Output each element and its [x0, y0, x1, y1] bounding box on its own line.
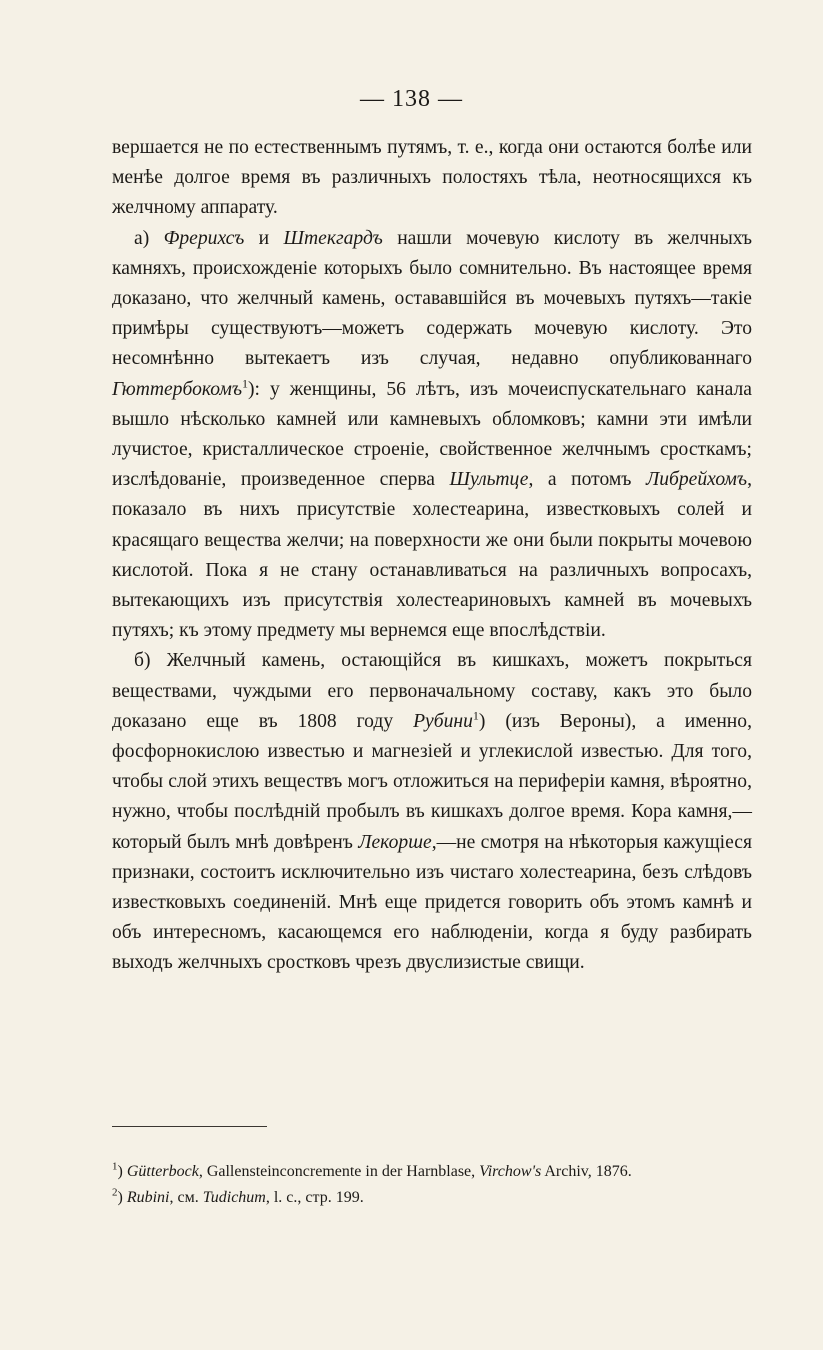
footnote-journal: Virchow's [479, 1163, 542, 1180]
paragraph-text: , показало въ нихъ присутствіе холестеарина, известковыхъ солей и красящаго вещества желчи; на поверхности же они были покрыты мочевою кислотой. Пока я не стану останавливаться на различныхъ вопросахъ, вытекающихъ изъ присутствія холестеариновыхъ камней въ мочевыхъ путяхъ; къ этому предмету мы вернемся еще впослѣдствіи. [112, 469, 752, 642]
paragraph-text: ): у женщины, 56 лѣтъ, изъ мочеиспускательнаго канала вышло нѣсколько камней или камневыхъ обломковъ; камни эти имѣли лучистое, кристаллическое строеніе, свойственное желчнымъ сросткамъ; изслѣдованіе, произведенное сперва [112, 378, 752, 491]
footnote-mark: 2 [112, 1186, 118, 1199]
paragraph-text: ) (изъ Вероны), а именно, фосфорнокислою известью и магнезіей и углекислой известью. Для того, чтобы слой этихъ веществъ могъ отложиться на периферіи камня, вѣроятно, нужно, чтобы послѣдній пробылъ въ кишкахъ долгое время. Кора камня,—который былъ мнѣ довѣренъ [112, 710, 752, 853]
paragraph-text: вершается не по естественнымъ путямъ, т. е., когда они остаются болѣе или менѣе долгое время въ различныхъ полостяхъ тѣла, неотносящихся къ желчному аппарату. [112, 137, 752, 219]
paragraph-text: ,—не смотря на нѣкоторыя кажущіеся признаки, состоитъ исключительно изъ чистаго холестеарина, безъ слѣдовъ известковыхъ соединеній. Мнѣ еще придется говорить объ этомъ камнѣ и объ интересномъ, касающемся его наблюденіи, когда я буду разбирать выходъ желчныхъ сростковъ чрезъ двуслизистые свищи. [112, 831, 752, 974]
footnote-source: Tudichum [202, 1189, 266, 1206]
footnote-item [112, 1186, 752, 1210]
paragraph-continuation [112, 133, 752, 224]
author-name: Шультце [449, 469, 529, 491]
paragraph-a [112, 224, 752, 647]
author-name: Лекорше [358, 831, 432, 853]
author-name: Гюттербокомъ [112, 378, 243, 400]
footnote-text: , l. c., стр. 199. [265, 1189, 364, 1206]
paragraph-text: б) Желчный камень, остающійся въ кишкахъ, можетъ покрыться веществами, чуждыми его первоначальному составу, какъ это было доказано еще въ 1808 году [112, 650, 752, 732]
paragraph-text: а) [134, 227, 164, 249]
footnote-reference: 1 [242, 376, 249, 391]
page-number: — 138 — [360, 86, 463, 112]
footnote-divider [112, 1126, 267, 1127]
paragraph-b [112, 646, 752, 978]
footnote-reference: 1 [472, 708, 479, 723]
footnotes [112, 1160, 752, 1212]
footnote-author: Rubini [126, 1189, 170, 1206]
footnote-text: Archiv, 1876. [541, 1163, 632, 1180]
author-name: Рубини [413, 710, 473, 732]
author-name: Штекгардъ [283, 227, 383, 249]
paragraph-text: ) [117, 1189, 127, 1206]
paragraph-text: нашли мочевую кислоту въ желчныхъ камняхъ, происхожденіе которыхъ было сомнительно. Въ настоящее время доказано, что желчный камень, остававшійся въ мочевыхъ путяхъ—такіе примѣры существуютъ—можетъ содержать мочевую кислоту. Это несомнѣнно вытекаетъ изъ случая, недавно опубликованнаго [112, 227, 752, 370]
paragraph-text: ) [117, 1163, 127, 1180]
paragraph-text: и [244, 227, 284, 249]
paragraph-text: , а потомъ [528, 469, 646, 491]
footnote-text: , Gallensteinconcremente in der Harnblase, [198, 1163, 480, 1180]
footnote-item [112, 1160, 752, 1184]
author-name: Фрерихсъ [163, 227, 245, 249]
author-name: Либрейхомъ [645, 469, 748, 491]
footnote-author: Gütterbock [126, 1163, 199, 1180]
footnote-mark: 1 [112, 1160, 118, 1173]
main-text [112, 133, 752, 979]
footnote-text: , см. [169, 1189, 203, 1206]
